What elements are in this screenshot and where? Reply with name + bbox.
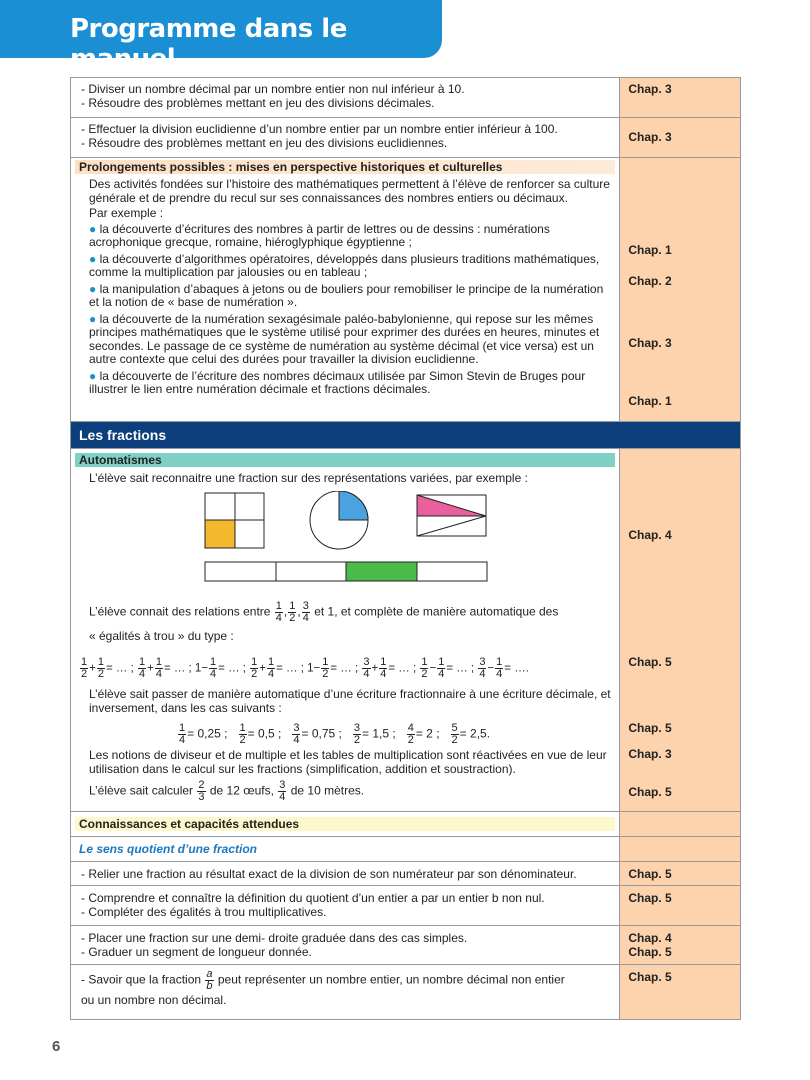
chapter-ref: Chap. 4	[628, 931, 672, 945]
table-row	[71, 965, 740, 1019]
bar-quarter-figure	[205, 562, 487, 581]
egalites-text: « égalités à trou » du type :	[89, 629, 234, 643]
chapter-ref: Chap. 4	[628, 528, 672, 542]
triangle-rectangle-figure	[417, 495, 486, 536]
chapter-ref: Chap. 3	[628, 130, 672, 144]
row-line: - Résoudre des problèmes mettant en jeu des divisions décimales.	[81, 96, 435, 110]
prolongements-row	[71, 158, 740, 422]
chapter-ref: Chap. 1	[628, 243, 672, 257]
bullet-icon: ●	[89, 281, 100, 296]
chapter-ref: Chap. 3	[628, 82, 672, 96]
bullet-icon: ●	[89, 251, 100, 266]
row-line: ou un nombre non décimal.	[81, 993, 227, 1007]
automatismes-row	[71, 449, 740, 812]
prolongements-intro: Des activités fondées sur l’histoire des mathématiques permettent à l’élève de renforcer sa culture générale et de prendre du recul sur ses connaissances des nombres entiers ou décimaux.	[89, 177, 610, 205]
prolongements-title: Prolongements possibles : mises en perspective historiques et culturelles	[75, 160, 615, 174]
row-line: - Effectuer la division euclidienne d’un nombre entier par un nombre entier inférieur à 100.	[81, 122, 558, 136]
page-header	[0, 0, 442, 74]
page-number: 6	[52, 1038, 61, 1055]
passer-text: L’élève sait passer de manière automatique d’une écriture fractionnaire à une écriture décimale, et inversement, dans les cas suivants :	[89, 687, 611, 715]
row-line: - Comprendre et connaître la définition du quotient d’un entier a par un entier b non nul.	[81, 891, 545, 905]
table-row	[71, 926, 740, 965]
bullet-icon: ●	[89, 368, 100, 383]
chapter-ref: Chap. 5	[628, 867, 672, 881]
page-header-title: Programme dans le manuel	[70, 14, 347, 74]
row-line: - Compléter des égalités à trou multiplicatives.	[81, 905, 327, 919]
chapter-ref: Chap. 2	[628, 274, 672, 288]
row-line: - Diviser un nombre décimal par un nombre entier non nul inférieur à 10.	[81, 82, 465, 96]
bullet-icon: ●	[89, 311, 100, 326]
sens-row	[71, 837, 740, 862]
fraction: $\frac{1}{4}$	[275, 600, 282, 624]
square-quarter-figure	[205, 493, 264, 548]
fraction: $\frac{3}{4}$	[302, 600, 309, 624]
table-row	[71, 78, 740, 118]
programme-table	[70, 77, 741, 1020]
relations-text: L’élève connait des relations entre $\frac{1}{4}$ , $\frac{1}{2}$ , $\frac{3}{4}$ et 1, et complète de manière automatique des	[89, 600, 559, 624]
row-line: - Placer une fraction sur une demi- droite graduée dans des cas simples.	[81, 931, 468, 945]
automatismes-title: Automatismes	[75, 453, 615, 467]
calculer-text: L’élève sait calculer $\frac{2}{3}$ de 12 œufs, $\frac{3}{4}$ de 10 mètres.	[89, 779, 365, 803]
egalites-formulas: $\frac{1}{2}$ + $\frac{1}{2}$ = … ; $\frac{1}{4}$ + $\frac{1}{4}$ = … ; 1− $\frac{1}{4}$ = … ; $\frac{1}{2}$ + $\frac{1}{4}$ = … ; 1− $\frac{1}{2}$ = … ; $\frac{3}{4}$ + $\frac{1}{4}$ = … ; $\frac{1}{2}$ − $\frac{1}{4}$ = … ; $\frac{3}{4}$ − $\frac{1}{4}$ = ….	[81, 656, 529, 680]
bullet-icon: ●	[89, 221, 100, 236]
chapter-ref: Chap. 5	[628, 785, 672, 799]
row-line: - Savoir que la fraction $\frac{a}{b}$ peut représenter un nombre entier, un nombre décimal non entier	[81, 968, 565, 992]
list-item: ● la découverte de la numération sexagésimale paléo-babylonienne, qui repose sur les mêmes principes mathématiques que le système utilisé pour exprimer des durées en heures, minutes et secondes. Le passage de ce système de numération au système décimal (et vice versa) est un autre contexte que celui des durées pour travailler la division euclidienne.	[89, 311, 600, 366]
chapter-ref: Chap. 5	[628, 945, 672, 959]
row-line: - Résoudre des problèmes mettant en jeu des divisions euclidiennes.	[81, 136, 448, 150]
list-item: ● la découverte d’écritures des nombres à partir de lettres ou de dessins : numérations acrophonique grecque, romaine, hiéroglyphique égyptienne ;	[89, 221, 550, 249]
chapter-ref: Chap. 5	[628, 655, 672, 669]
connaissances-row	[71, 812, 740, 837]
fraction-figures	[71, 491, 622, 595]
list-item: ● la découverte d’algorithmes opératoires, développés dans plusieurs traditions mathématiques, comme la multiplication par jalousies ou en tableau ;	[89, 251, 600, 279]
circle-quarter-figure	[310, 491, 368, 549]
row-line: - Relier une fraction au résultat exact de la division de son numérateur par son dénominateur.	[81, 867, 577, 881]
table-row	[71, 886, 740, 926]
sens-title: Le sens quotient d’une fraction	[79, 842, 258, 856]
par-exemple: Par exemple :	[89, 206, 164, 220]
chapter-ref: Chap. 1	[628, 394, 672, 408]
row-line: - Graduer un segment de longueur donnée.	[81, 945, 312, 959]
chapter-ref: Chap. 5	[628, 970, 672, 984]
notions-text: Les notions de diviseur et de multiple et les tables de multiplication sont réactivées en vue de leur utilisation dans le calcul sur les fractions (simplification, addition et soustraction).	[89, 748, 607, 776]
section-title: Les fractions	[79, 427, 167, 443]
reconnaitre-text: L’élève sait reconnaitre une fraction sur des représentations variées, par exemple :	[89, 471, 528, 485]
chapter-ref: Chap. 3	[628, 747, 672, 761]
table-row	[71, 118, 740, 158]
list-item: ● la manipulation d’abaques à jetons ou de bouliers pour remobiliser le principe de la numération et la notion de « base de numération ».	[89, 281, 604, 309]
table-row	[71, 862, 740, 886]
connaissances-title: Connaissances et capacités attendues	[75, 817, 615, 831]
section-header-fractions	[71, 422, 740, 449]
chapter-ref: Chap. 5	[628, 891, 672, 905]
fraction: $\frac{1}{2}$	[289, 600, 296, 624]
list-item: ● la découverte de l’écriture des nombres décimaux utilisée par Simon Stevin de Bruges pour illustrer le lien entre numération décimale et fractions décimales.	[89, 368, 586, 396]
chapter-ref: Chap. 5	[628, 721, 672, 735]
conversions: $\frac{1}{4}$ = 0,25 ; $\frac{1}{2}$ = 0,5 ; $\frac{3}{4}$ = 0,75 ; $\frac{3}{2}$ = 1,5 ; $\frac{4}{2}$ = 2 ; $\frac{5}{2}$ = 2,5.	[179, 722, 491, 746]
chapter-ref: Chap. 3	[628, 336, 672, 350]
